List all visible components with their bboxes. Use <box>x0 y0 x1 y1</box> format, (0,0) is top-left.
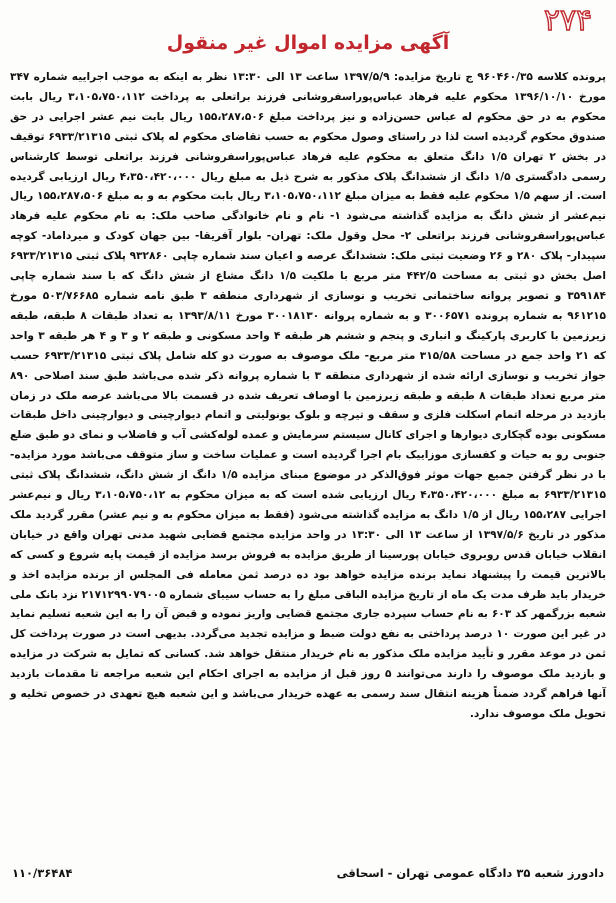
notice-code: ۱۱۰/۳۶۴۸۴ <box>12 866 73 880</box>
notice-body: پرونده کلاسه ۹۶۰۴۶۰/۳۵ ج تاریخ مزایده: ۱۳۹۷/۵/۹ ساعت ۱۳ الی ۱۳:۳۰ نظر به اینکه به موجب اجراییه شماره ۳۴۷ مورخ ۱۳۹۶/۱۰/۱۰ محکوم علیه فرهاد عباس‌پوراسفروشانی فرزند براتعلی به پرداخت ۳،۱۰۵،۷۵۰،۱۱۲ ریال بابت محکوم به در حق محکوم له عباس حسن‌زاده و نیز پرداخت مبلغ ۱۵۵،۲۸۷،۵۰۶ ریال بابت نیم عشر اجرایی در حق صندوق محکوم گردیده است لذا در راستای وصول محکوم به حسب تقاضای محکوم له پلاک ثبتی ۶۹۳۳/۲۱۳۱۵ توقیف در بخش ۲ تهران ۱/۵ دانگ متعلق به محکوم علیه فرهاد عباس‌پوراسفروشانی فرزند براتعلی توسط کارشناس رسمی دادگستری ۱/۵ دانگ از ششدانگ پلاک مذکور به شرح ذیل به مبلغ ریال ۴،۳۵۰،۴۲۰،۰۰۰ ریال ارزیابی گردیده است. از سهم ۱/۵ محکوم علیه فقط به میزان مبلغ ۳،۱۰۵،۷۵۰،۱۱۲ ریال بابت محکوم به و به مبلغ ۱۵۵،۲۸۷،۵۰۶ ریال نیم‌عشر از شش دانگ به مزایده گذاشته می‌شود ۱- نام و نام خانوادگی صاحب ملک: به نام محکوم علیه فرهاد عباس‌پوراسفروشانی فرزند براتعلی ۲- محل وقول ملک: تهران- بلوار آفریقا- بین جهان کودک و میرداماد- کوچه سپیدار- پلاک ۲۸۰ و ۲۶ وضعیت ثبتی ملک: ششدانگ عرصه و اعیان سند شماره چاپی ۹۳۲۸۶۰ پلاک ثبتی ۶۹۳۳/۲۱۳۱۵ اصل بخش دو ثبتی به مساحت ۴۴۲/۵ متر مربع با ملکیت ۱/۵ دانگ مشاع از شش دانگ که با سند شماره چاپی ۳۵۹۱۸۴ و تصویر پروانه ساختمانی تخریب و نوسازی از شهرداری منطقه ۳ طبق نامه شماره ۵۰۳/۷۶۶۸۵ مورخ ۹۶۱۲۱۵ به شماره پرونده ۳۰۰۶۵۷۱ و به شماره پروانه ۳۰۰۱۸۱۳۰ مورخ ۱۳۹۳/۸/۱۱ به تعداد طبقات ۸ طبقه، طبقه زیرزمین با کاربری پارکینگ و انباری و پنجم و ششم هر طبقه ۴ واحد مسکونی و طبقه ۲ و ۳ و ۴ هر طبقه ۳ واحد که ۲۱ واحد جمع در مساحت ۳۱۵/۵۸ متر مربع- ملک موصوف به صورت دو کله شامل پلاک ثبتی ۶۹۳۳/۲۱۳۱۵ حسب جواز تخریب و نوسازی ارائه شده از شهرداری منطقه ۳ با شماره پروانه ذکر شده می‌باشد طبق سند اصلاحی ۸۹۰ متر مربع تعداد طبقات ۸ طبقه و طبقه زیرزمین با اوصاف تعریف شده در قسمت بالا می‌باشد عرصه ملک در زمان بازدید در مرحله اتمام اسکلت فلزی و سقف و تیرچه و بلوک یونولیتی و اتمام دیوارچینی و دیوارچینی داخل طبقات مسکونی بوده گچکاری دیوارها و اجرای کانال سیستم سرمایش و عمده لوله‌کشی آب و فاضلاب و نمای دو طبق ضلع جنوبی رو به حیات و کفسازی موزاییک بام اجرا گردیده است و عملیات ساخت و ساز متوقف می‌باشد مورد مزایده- با در نظر گرفتن جمیع جهات موثر فوق‌الذکر در موضوع مبنای مزایده ۱/۵ دانگ از شش دانگ، ششدانگ پلاک ثبتی ۶۹۳۳/۲۱۳۱۵ به مبلغ ۴،۳۵۰،۴۲۰،۰۰۰ ریال ارزیابی شده است که به میزان محکوم به ۳،۱۰۵،۷۵۰،۱۲ ریال و نیم‌عشر اجرایی ۱۵۵،۲۸۷ ریال از ۱/۵ دانگ به مزایده گذاشته می‌شود (فقط به میزان محکوم به و نیم عشر) مقرر گردید ملک مذکور در تاریخ ۱۳۹۷/۵/۶ از ساعت ۱۳ الی ۱۳:۳۰ در واحد مزایده مجتمع قضایی شهید مدنی تهران واقع در خیابان انقلاب خیابان قدس روبروی خیابان پورسینا از طریق مزایده به فروش برسد مزایده از قیمت پایه شروع و کسی که بالاترین قیمت را پیشنهاد نماید برنده مزایده خواهد بود ده درصد ثمن معامله فی المجلس از برنده مزایده اخذ و خریدار باید ظرف مدت یک ماه از تاریخ مزایده الباقی مبلغ را به حساب سیبای شماره ۲۱۷۱۲۹۹۰۷۹۰۰۵ نزد بانک ملی شعبه بزرگمهر کد ۶۰۳ به نام حساب سپرده جاری مجتمع قضایی واریز نموده و قبض آن را به این شعبه تسلیم نماید در غیر این صورت ۱۰ درصد پرداختی به نفع دولت ضبط و مزایده تجدید می‌گردد. بدیهی است در صورت پرداخت کل ثمن در موعد مقرر و تأیید مزایده ملک مذکور به نام خریدار منتقل خواهد شد. کسانی که تمایل به شرکت در مزایده و بازدید ملک موصوف را دارند می‌توانند ۵ روز قبل از مزایده به اجرای احکام این شعبه مراجعه تا مقدمات بازدید آنها فراهم گردد ضمناً هزینه انتقال سند رسمی به عهده خریدار می‌باشد و این شعبه هیچ تعهدی در خصوص تخلیه و تحویل ملک موصوف ندارد. <box>10 71 607 720</box>
signature-issuer: دادورز شعبه ۳۵ دادگاه عمومی تهران - اسحاقی <box>336 866 604 880</box>
handwritten-number-text: ۲۷۴ <box>543 3 593 38</box>
notice-title: آگهی مزایده اموال غیر منقول <box>166 32 450 54</box>
notice-signature <box>12 866 604 880</box>
